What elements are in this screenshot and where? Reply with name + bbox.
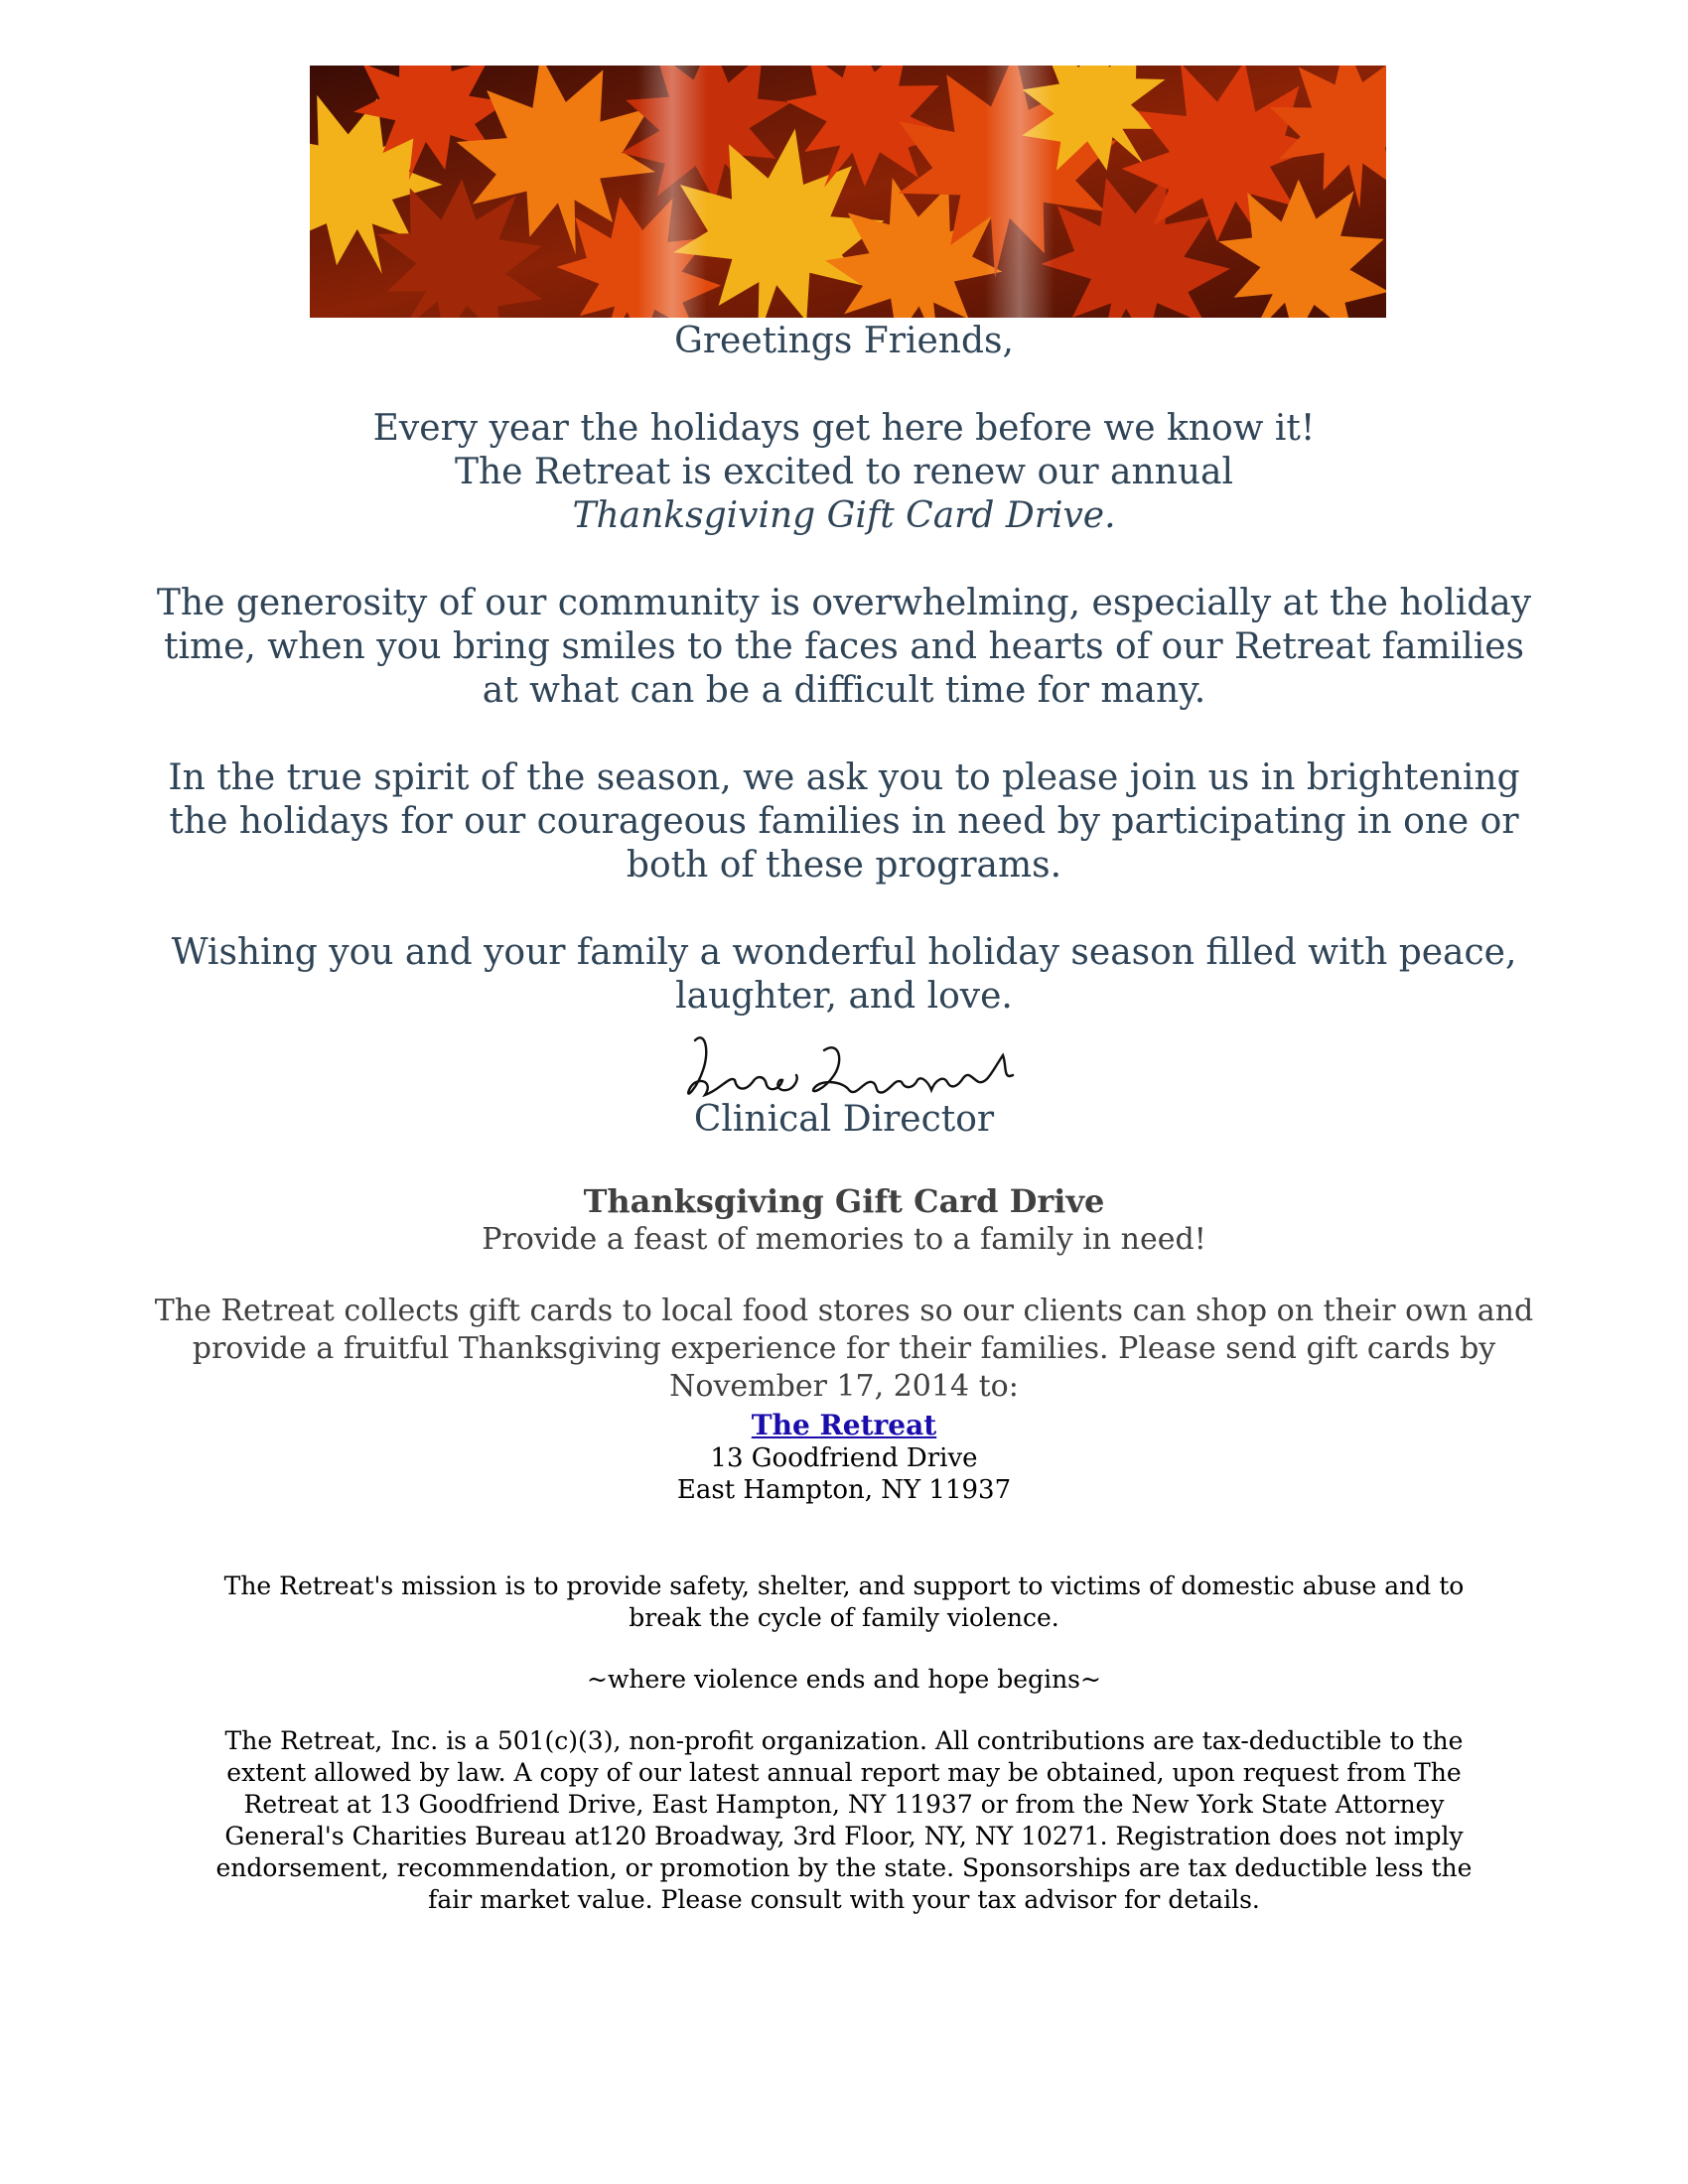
intro-line-1: Every year the holidays get here before we know it! xyxy=(372,408,1316,449)
tagline: ~where violence ends and hope begins~ xyxy=(587,1665,1101,1694)
autumn-leaves-banner xyxy=(310,66,1386,318)
legal-disclaimer: The Retreat, Inc. is a 501(c)(3), non-profit organization. All contributions are tax-deductible to the extent allowed by law. A copy of our latest annual report may be obtained, upon request from The Retreat at 13 Goodfriend Drive, East Hampton, NY 11937 or from the New York State Attorney General's Charities Bureau at120 Broadway, 3rd Floor, NY, NY 10271. Registration does not imply endorsement, recommendation, or promotion by the state. Sponsorships are tax deductible less the fair market value. Please consult with your tax advisor for details. xyxy=(215,1726,1473,1914)
mission-text: The Retreat's mission is to provide safety, shelter, and support to victims of domestic abuse and to break the cycle of family violence. xyxy=(223,1571,1465,1632)
paragraph-spirit: In the true spirit of the season, we ask you to please join us in brightening the holidays for our courageous families in need by participating in one or both of these programs. xyxy=(168,757,1520,886)
retreat-link[interactable]: The Retreat xyxy=(751,1409,937,1441)
greeting: Greetings Friends, xyxy=(674,321,1014,361)
mailing-address xyxy=(0,1410,1688,1506)
address-street: 13 Goodfriend Drive xyxy=(710,1443,978,1473)
gift-card-drive-section xyxy=(149,1181,1539,1406)
address-city: East Hampton, NY 11937 xyxy=(676,1475,1012,1505)
intro-line-2: The Retreat is excited to renew our annual xyxy=(454,452,1234,492)
paragraph-generosity: The generosity of our community is overwhelming, especially at the holiday time, when you bring smiles to the faces and hearts of our Retreat families at what can be a difficult time for many. xyxy=(156,583,1532,711)
drive-title: Thanksgiving Gift Card Drive xyxy=(583,1182,1105,1220)
drive-subtitle: Provide a feast of memories to a family in need! xyxy=(482,1222,1206,1257)
mission-statement xyxy=(199,1570,1489,1634)
paragraph-wishes: Wishing you and your family a wonderful holiday season filled with peace, laughter, and love. xyxy=(171,932,1517,1017)
maple-leaves-image xyxy=(310,66,1386,318)
drive-body: The Retreat collects gift cards to local food stores so our clients can shop on their own and provide a fruitful Thanksgiving experience for their families. Please send gift cards by November 17, 2014 to: xyxy=(154,1294,1534,1404)
letter-body xyxy=(149,320,1539,1019)
signature-title: Clinical Director xyxy=(693,1099,995,1140)
handwritten-signature xyxy=(675,1021,1033,1110)
intro-line-3: Thanksgiving Gift Card Drive. xyxy=(572,495,1116,536)
